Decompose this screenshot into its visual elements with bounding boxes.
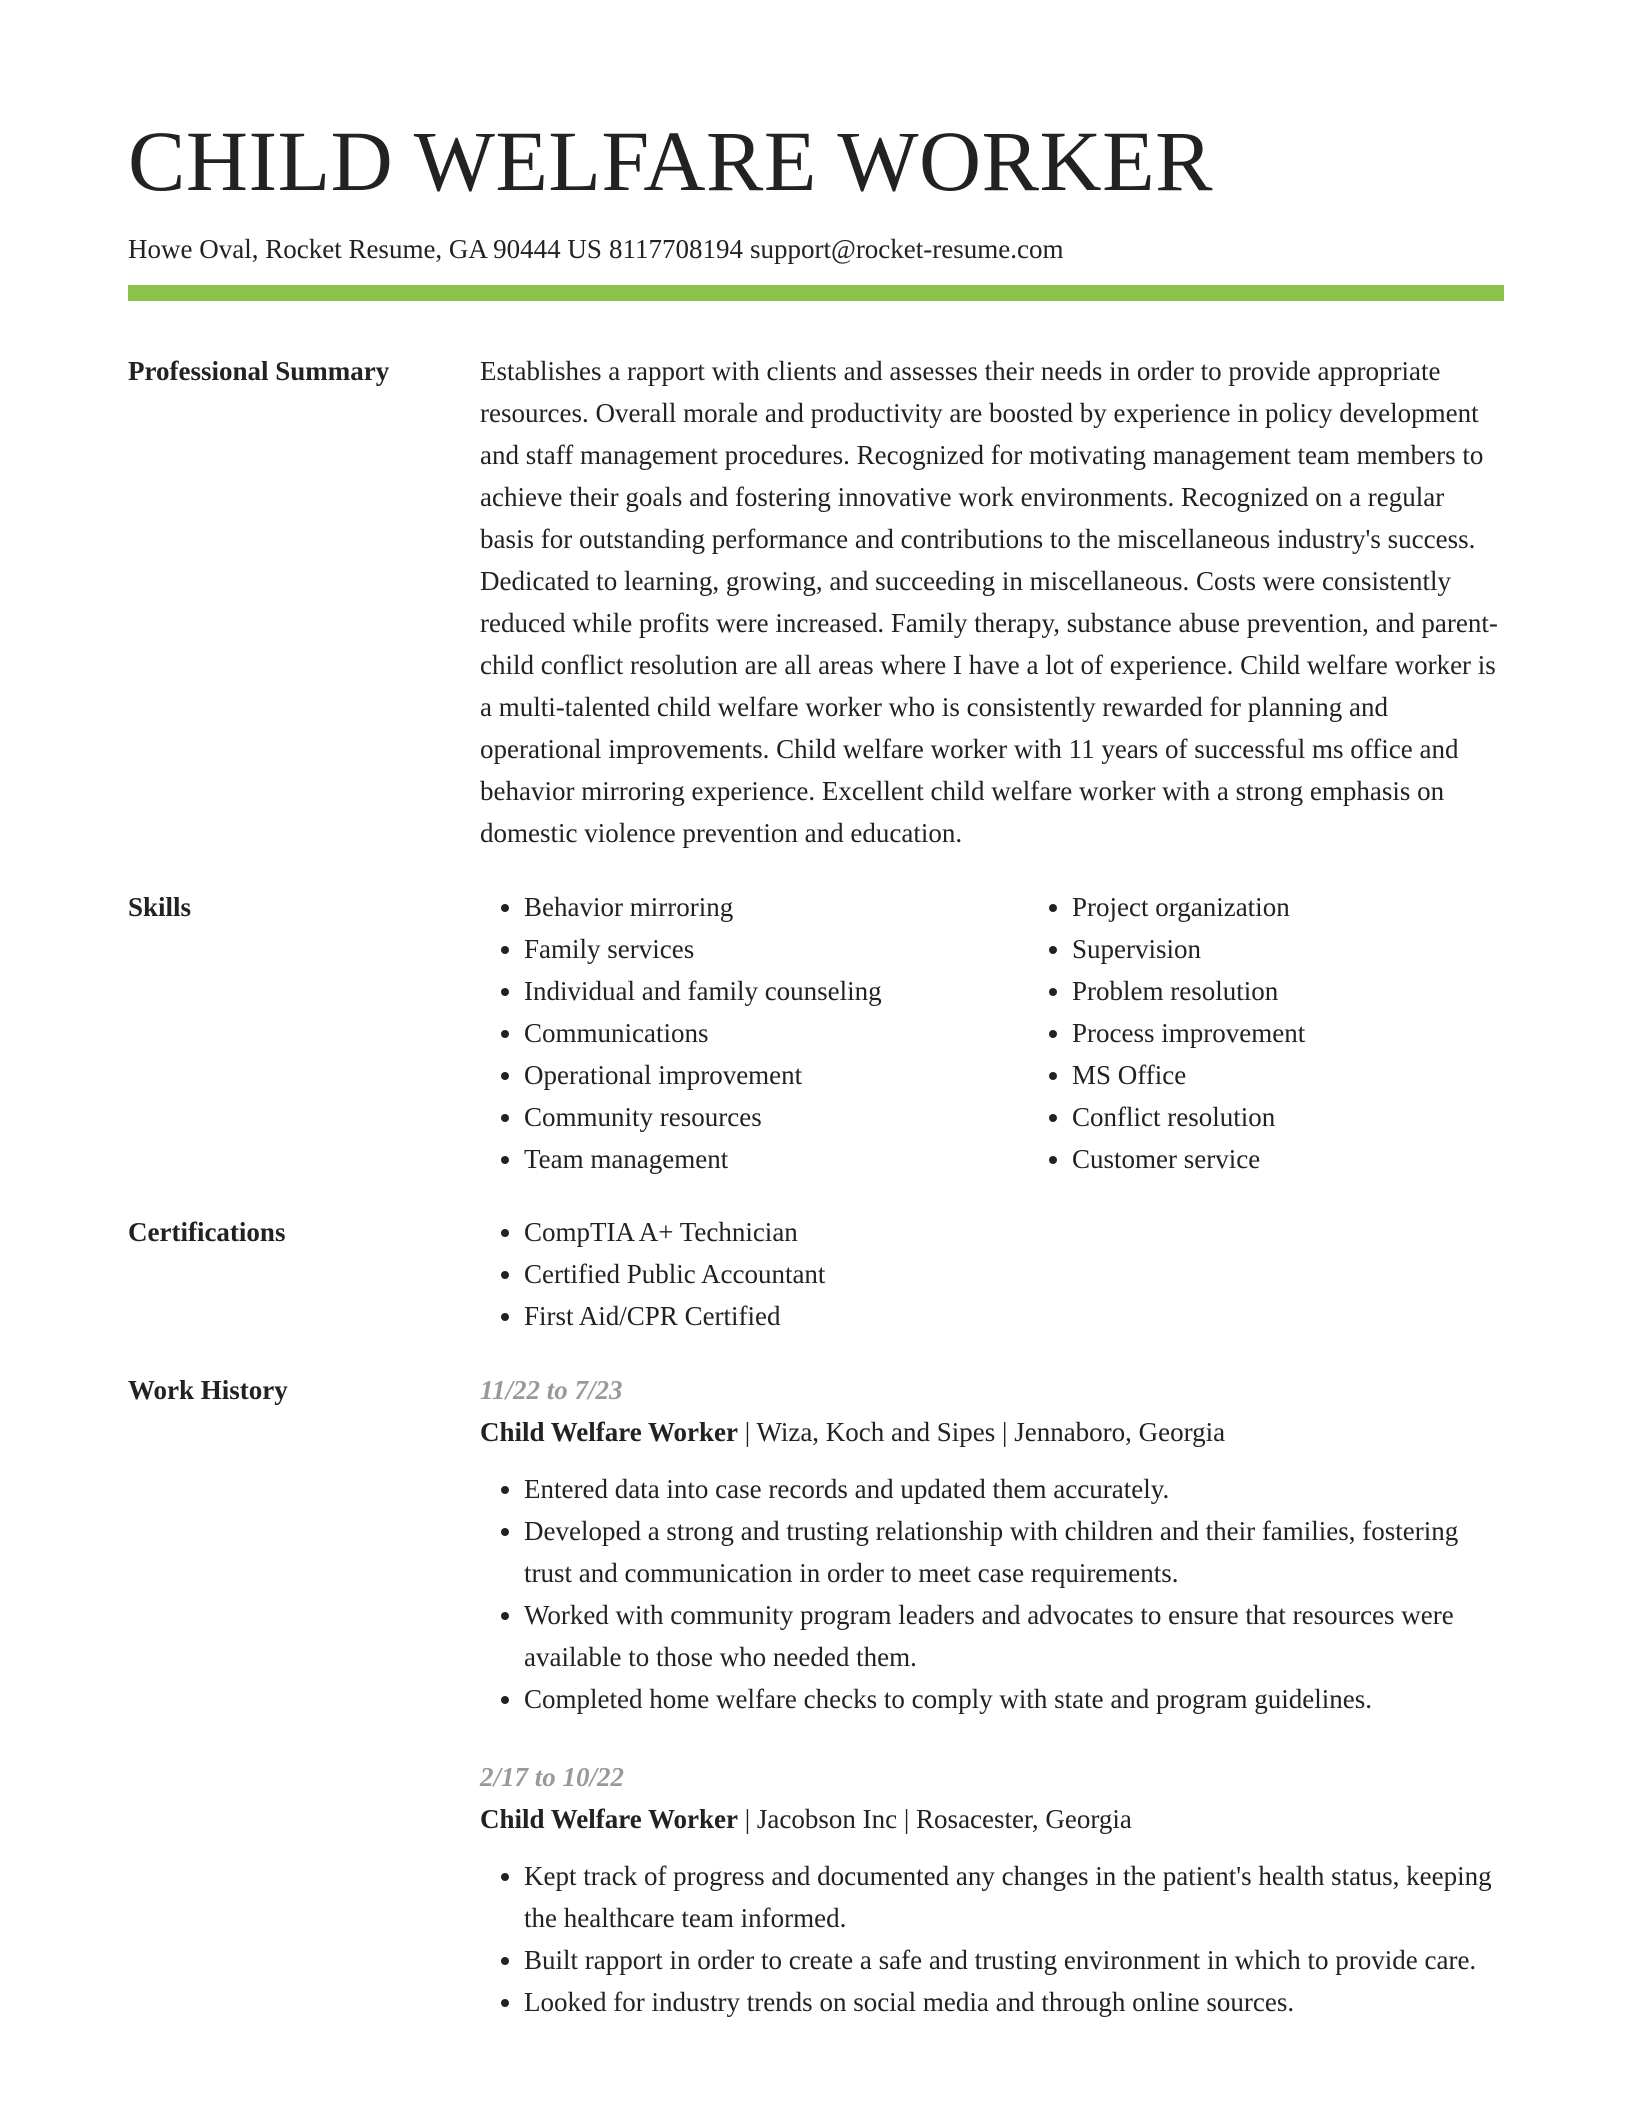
job-entry (480, 1756, 1504, 2023)
job-company: Wiza, Koch and Sipes (756, 1417, 996, 1447)
summary-text: Establishes a rapport with clients and assesses their needs in order to provide appropriate resources. Overall morale and productivity are boosted by experience in policy development and staff management procedures. Recognized for motivating management team members to achieve their goals and fostering innovative work environments. Recognized on a regular basis for outstanding performance and contributions to the miscellaneous industry's success. Dedicated to learning, growing, and succeeding in miscellaneous. Costs were consistently reduced while profits were increased. Family therapy, substance abuse prevention, and parent-child conflict resolution are all areas where I have a lot of experience. Child welfare worker is a multi-talented child welfare worker who is consistently rewarded for planning and operational improvements. Child welfare worker with 11 years of successful ms office and behavior mirroring experience. Excellent child welfare worker with a strong emphasis on domestic violence prevention and education. (480, 356, 1498, 848)
certifications-list (480, 1211, 1504, 1337)
certifications-body (480, 1211, 1504, 1337)
job-role: Child Welfare Worker (480, 1417, 739, 1447)
skill-item: • Customer service (1072, 1138, 1576, 1180)
certification-item: • CompTIA A+ Technician (524, 1211, 1504, 1253)
section-certifications (128, 1211, 1504, 1337)
skill-item: • Supervision (1072, 928, 1576, 970)
resume-name: CHILD WELFARE WORKER (128, 113, 1213, 209)
job-dates: 2/17 to 10/22 (480, 1762, 625, 1792)
section-title-work: Work History (128, 1375, 288, 1405)
section-title-skills: Skills (128, 892, 192, 922)
contact-line (128, 232, 1070, 266)
section-title-certifications: Certifications (128, 1217, 286, 1247)
job-entry (480, 1369, 1504, 1720)
certification-item: • Certified Public Accountant (524, 1253, 1504, 1295)
job-location: Jennaboro, Georgia (1014, 1417, 1226, 1447)
section-skills (128, 886, 1504, 1180)
skill-item: • Team management (524, 1138, 1028, 1180)
section-title-summary: Professional Summary (128, 356, 390, 386)
skill-item: • Community resources (524, 1096, 1028, 1138)
job-bullet: • Developed a strong and trusting relationship with children and their families, fostering trust and communication in order to meet case requirements. (524, 1510, 1504, 1594)
job-company: Jacobson Inc (756, 1804, 898, 1834)
section-summary (128, 350, 1504, 854)
resume-content (128, 350, 1504, 2023)
certification-item: • First Aid/CPR Certified (524, 1295, 1504, 1337)
job-bullet: • Worked with community program leaders and advocates to ensure that resources were available to those who needed them. (524, 1594, 1504, 1678)
job-bullet: • Looked for industry trends on social media and through online sources. (524, 1981, 1504, 2023)
job-location: Rosacester, Georgia (916, 1804, 1132, 1834)
skill-item: • Family services (524, 928, 1028, 970)
skill-item: • Operational improvement (524, 1054, 1028, 1096)
skills-body (480, 886, 1504, 1180)
job-heading: Child Welfare Worker | Jacobson Inc | Rosacester, Georgia (480, 1804, 1132, 1834)
skill-item: • Conflict resolution (1072, 1096, 1576, 1138)
summary-body (480, 350, 1504, 854)
skill-item: • Communications (524, 1012, 1028, 1054)
contact-email: support@rocket-resume.com (749, 234, 1064, 264)
job-bullet: • Built rapport in order to create a safe and trusting environment in which to provide care. (524, 1939, 1504, 1981)
skill-item: • Problem resolution (1072, 970, 1576, 1012)
skills-list-right (1028, 886, 1576, 1180)
job-bullet: • Completed home welfare checks to comply with state and program guidelines. (524, 1678, 1504, 1720)
skill-item: • Behavior mirroring (524, 886, 1028, 928)
work-body (480, 1369, 1504, 2023)
job-bullet: • Kept track of progress and documented any changes in the patient's health status, keeping the healthcare team informed. (524, 1855, 1504, 1939)
skills-list-left (480, 886, 1028, 1180)
job-bullets (480, 1468, 1504, 1720)
skill-item: • Process improvement (1072, 1012, 1576, 1054)
job-heading: Child Welfare Worker | Wiza, Koch and Sipes | Jennaboro, Georgia (480, 1417, 1226, 1447)
skill-item: • Project organization (1072, 886, 1576, 928)
skills-columns (480, 886, 1504, 1180)
contact-address: Howe Oval, Rocket Resume, GA 90444 US (128, 234, 602, 264)
job-bullet: • Entered data into case records and updated them accurately. (524, 1468, 1504, 1510)
job-bullets (480, 1855, 1504, 2023)
contact-phone: 8117708194 (608, 234, 743, 264)
job-dates: 11/22 to 7/23 (480, 1375, 623, 1405)
job-role: Child Welfare Worker (480, 1804, 739, 1834)
skill-item: • MS Office (1072, 1054, 1576, 1096)
accent-divider (128, 285, 1504, 301)
skill-item: • Individual and family counseling (524, 970, 1028, 1012)
section-work-history (128, 1369, 1504, 2023)
